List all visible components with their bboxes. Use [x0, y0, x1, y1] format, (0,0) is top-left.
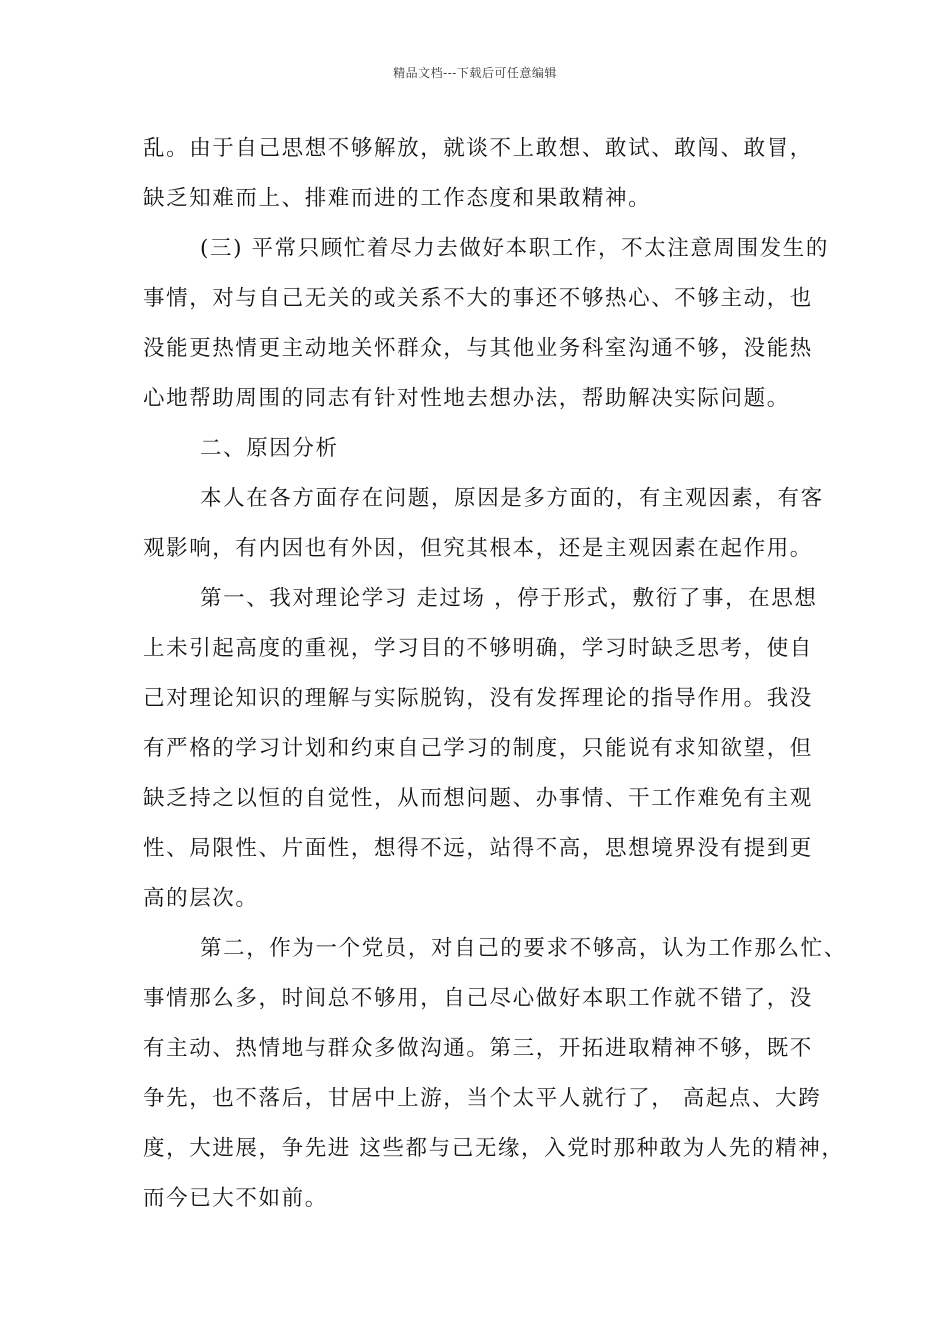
text-line: (三) 平常只顾忙着尽力去做好本职工作，不太注意周围发生的	[200, 236, 830, 261]
text-line: 第一、我对理论学习 走过场 ，停于形式，敷衍了事，在思想	[200, 586, 818, 611]
text-line: 上未引起高度的重视，学习目的不够明确，学习时缺乏思考，使自	[143, 636, 813, 661]
page-header: 精品文档---下载后可任意编辑	[393, 66, 557, 80]
text-line: 乱。由于自己思想不够解放，就谈不上敢想、敢试、敢闯、敢冒，	[143, 136, 813, 161]
text-line: 没能更热情更主动地关怀群众，与其他业务科室沟通不够，没能热	[143, 336, 813, 361]
text-line: 有主动、热情地与群众多做沟通。第三，开拓进取精神不够，既不	[143, 1036, 813, 1061]
text-line: 心地帮助周围的同志有针对性地去想办法，帮助解决实际问题。	[143, 386, 790, 411]
text-line: 观影响，有内因也有外因，但究其根本，还是主观因素在起作用。	[143, 536, 813, 561]
text-line: 性、局限性、片面性，想得不远，站得不高，思想境界没有提到更	[143, 836, 813, 861]
text-line: 第二，作为一个党员，对自己的要求不够高，认为工作那么忙、	[200, 936, 847, 961]
text-line: 缺乏持之以恒的自觉性，从而想问题、办事情、干工作难免有主观	[143, 786, 813, 811]
text-line: 缺乏知难而上、排难而进的工作态度和果敢精神。	[143, 186, 652, 211]
text-line: 高的层次。	[143, 886, 259, 911]
text-line: 事情那么多，时间总不够用，自己尽心做好本职工作就不错了，没	[143, 986, 813, 1011]
section-heading: 二、原因分析	[200, 436, 339, 461]
text-line: 本人在各方面存在问题，原因是多方面的，有主观因素，有客	[200, 486, 824, 511]
text-line: 度，大进展，争先进 这些都与己无缘，入党时那种敢为人先的精神，	[143, 1136, 845, 1161]
text-line: 己对理论知识的理解与实际脱钩，没有发挥理论的指导作用。我没	[143, 686, 813, 711]
text-line: 有严格的学习计划和约束自己学习的制度，只能说有求知欲望，但	[143, 736, 813, 761]
text-line: 而今已大不如前。	[143, 1186, 328, 1211]
text-line: 争先，也不落后，甘居中上游，当个太平人就行了， 高起点、大跨	[143, 1086, 822, 1111]
text-line: 事情，对与自己无关的或关系不大的事还不够热心、不够主动，也	[143, 286, 813, 311]
